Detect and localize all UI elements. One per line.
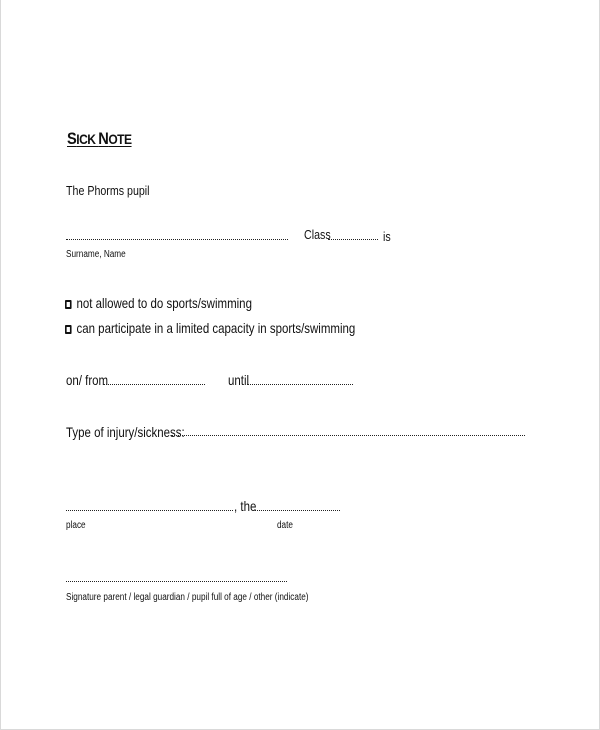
option-limited-sports-label: can participate in a limited capacity in sports/swimming bbox=[76, 320, 356, 336]
class-field[interactable] bbox=[328, 239, 378, 240]
surname-name-field[interactable] bbox=[66, 239, 288, 240]
injury-field[interactable] bbox=[171, 435, 525, 436]
signature-caption: Signature parent / legal guardian / pupil full of age / other (indicate) bbox=[66, 592, 309, 603]
place-field[interactable] bbox=[66, 510, 233, 511]
signature-field[interactable] bbox=[66, 581, 287, 582]
checkbox-icon[interactable] bbox=[65, 325, 72, 334]
page-title: SICK NOTE bbox=[67, 129, 132, 148]
date-field[interactable] bbox=[255, 510, 340, 511]
is-label: is bbox=[383, 229, 391, 244]
place-caption: place bbox=[66, 520, 86, 531]
option-no-sports[interactable] bbox=[65, 295, 252, 311]
class-label: Class bbox=[304, 227, 331, 242]
intro-text: The Phorms pupil bbox=[66, 183, 150, 198]
until-label: until bbox=[228, 372, 250, 388]
comma-the-label: , the bbox=[234, 498, 257, 514]
until-date-field[interactable] bbox=[247, 384, 353, 385]
surname-name-caption: Surname, Name bbox=[66, 249, 126, 260]
option-limited-sports[interactable] bbox=[65, 320, 355, 336]
checkbox-icon[interactable] bbox=[65, 300, 72, 309]
from-date-field[interactable] bbox=[103, 384, 205, 385]
on-from-label: on/ from bbox=[66, 372, 109, 388]
date-caption: date bbox=[277, 520, 293, 531]
injury-label: Type of injury/sickness: bbox=[66, 424, 185, 440]
option-no-sports-label: not allowed to do sports/swimming bbox=[76, 295, 252, 311]
